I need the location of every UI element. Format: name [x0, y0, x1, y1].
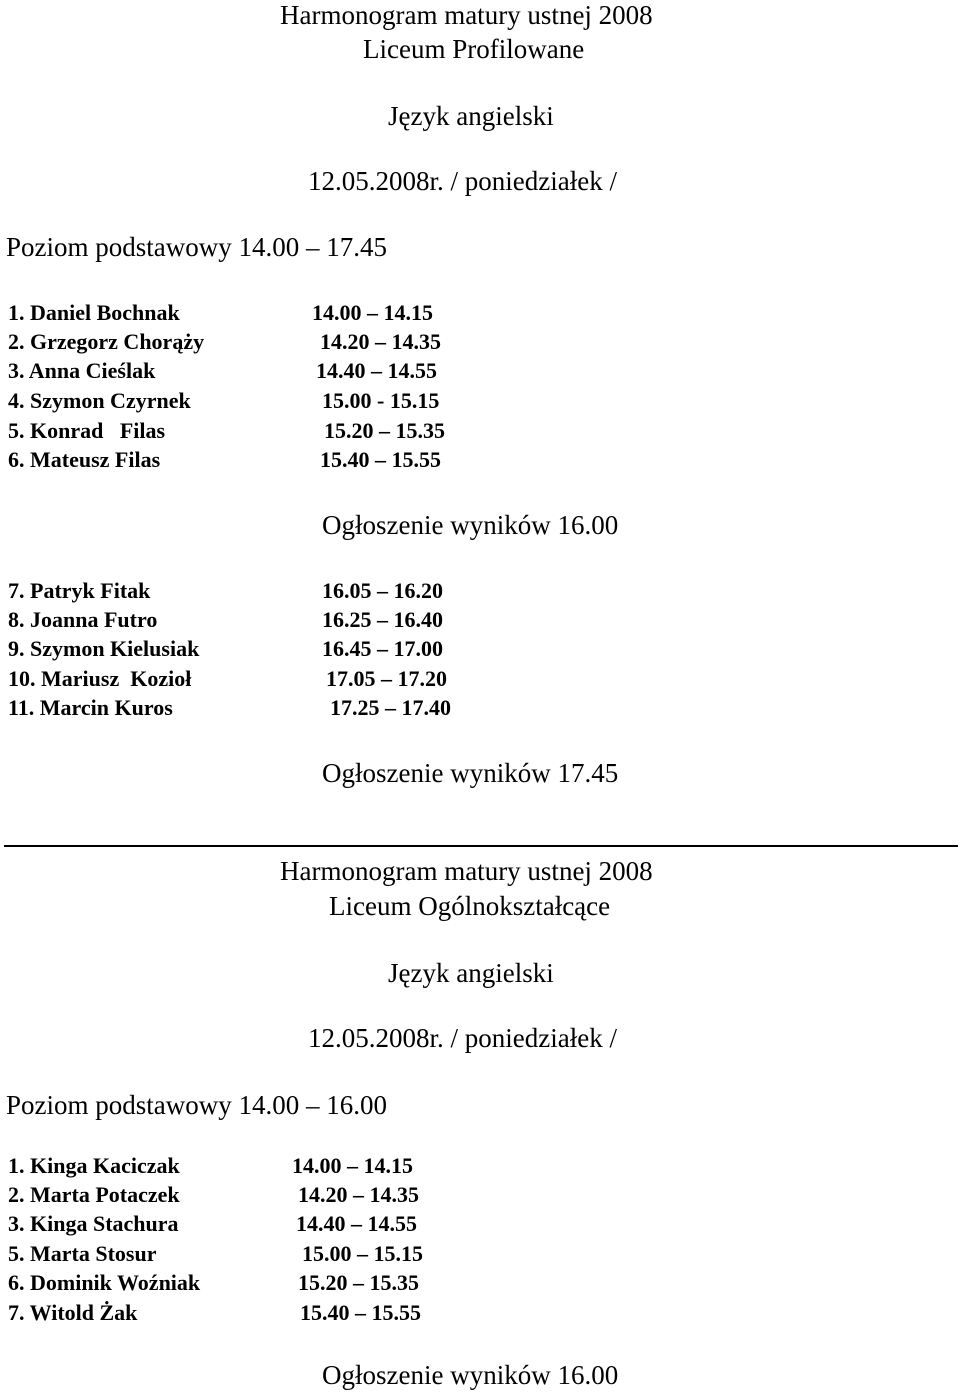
student-time: 15.20 – 15.35 — [324, 418, 445, 443]
student-name: 6. Mateusz Filas — [8, 447, 161, 472]
student-time: 15.40 – 15.55 — [320, 447, 441, 472]
student-name: 2. Grzegorz Chorąży — [8, 329, 205, 354]
student-name: 11. Marcin Kuros — [8, 695, 173, 720]
student-time: 16.05 – 16.20 — [322, 578, 443, 603]
student-time: 17.25 – 17.40 — [330, 695, 451, 720]
student-time: 16.45 – 17.00 — [322, 636, 443, 661]
student-time: 14.00 – 14.15 — [312, 300, 433, 325]
exam-level: Poziom podstawowy 14.00 – 16.00 — [6, 1090, 387, 1120]
student-time: 14.00 – 14.15 — [292, 1153, 413, 1178]
student-name: 5. Konrad Filas — [8, 418, 166, 443]
student-time: 15.40 – 15.55 — [300, 1300, 421, 1325]
results-announcement: Ogłoszenie wyników 16.00 — [322, 1360, 619, 1390]
subject-heading: Język angielski — [388, 958, 554, 988]
exam-date: 12.05.2008r. / poniedziałek / — [308, 1023, 617, 1053]
student-name: 1. Daniel Bochnak — [8, 300, 180, 325]
student-time: 15.00 – 15.15 — [302, 1241, 423, 1266]
student-time: 17.05 – 17.20 — [326, 666, 447, 691]
student-time: 15.20 – 15.35 — [298, 1270, 419, 1295]
results-announcement: Ogłoszenie wyników 16.00 — [322, 510, 619, 540]
student-name: 3. Anna Cieślak — [8, 358, 156, 383]
schedule-title: Harmonogram matury ustnej 2008 — [280, 0, 653, 30]
student-time: 15.00 - 15.15 — [322, 388, 440, 413]
student-time: 16.25 – 16.40 — [322, 607, 443, 632]
student-name: 8. Joanna Futro — [8, 607, 158, 632]
student-name: 6. Dominik Woźniak — [8, 1270, 201, 1295]
student-name: 10. Mariusz Kozioł — [8, 666, 192, 691]
school-name: Liceum Profilowane — [363, 34, 585, 64]
school-name: Liceum Ogólnokształcące — [329, 891, 611, 921]
student-name: 1. Kinga Kaciczak — [8, 1153, 180, 1178]
section-divider — [4, 845, 958, 847]
student-name: 3. Kinga Stachura — [8, 1211, 179, 1236]
student-time: 14.40 – 14.55 — [296, 1211, 417, 1236]
results-announcement: Ogłoszenie wyników 17.45 — [322, 758, 619, 788]
student-name: 9. Szymon Kielusiak — [8, 636, 200, 661]
exam-level: Poziom podstawowy 14.00 – 17.45 — [6, 232, 387, 262]
student-name: 2. Marta Potaczek — [8, 1182, 180, 1207]
student-name: 5. Marta Stosur — [8, 1241, 157, 1266]
student-name: 7. Patryk Fitak — [8, 578, 151, 603]
student-name: 7. Witold Żak — [8, 1300, 138, 1325]
exam-date: 12.05.2008r. / poniedziałek / — [308, 166, 617, 196]
student-time: 14.40 – 14.55 — [316, 358, 437, 383]
schedule-title: Harmonogram matury ustnej 2008 — [280, 856, 653, 886]
student-name: 4. Szymon Czyrnek — [8, 388, 191, 413]
subject-heading: Język angielski — [388, 101, 554, 131]
student-time: 14.20 – 14.35 — [298, 1182, 419, 1207]
student-time: 14.20 – 14.35 — [320, 329, 441, 354]
